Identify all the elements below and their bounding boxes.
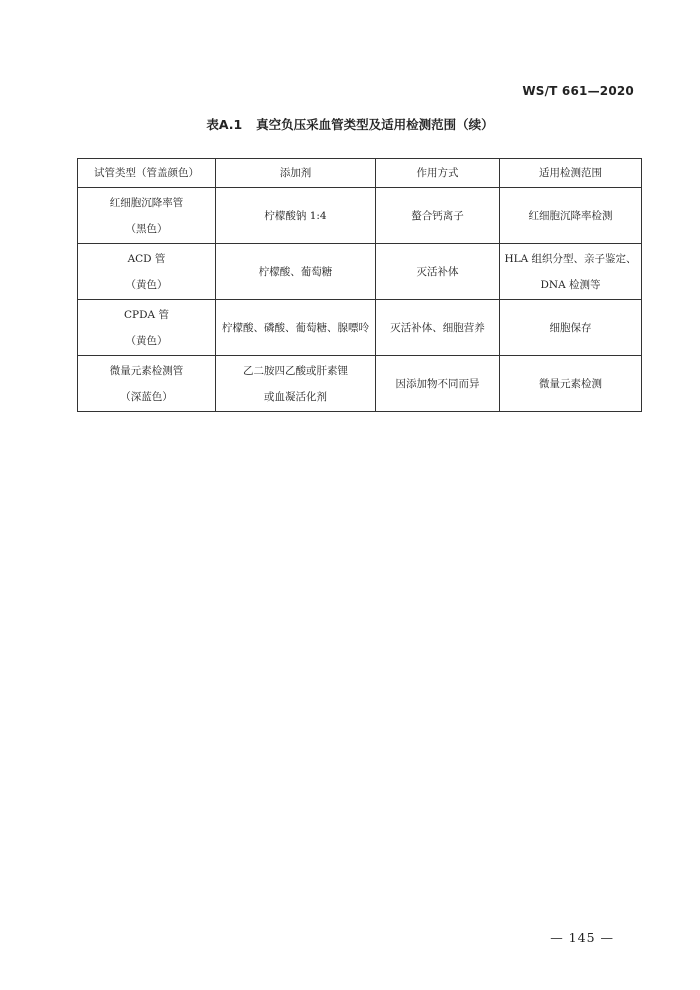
- table-row: [78, 188, 642, 244]
- page-number: — 145 —: [550, 930, 614, 945]
- cell-line: （黄色）: [125, 334, 168, 347]
- cell-tube-type: [78, 244, 216, 300]
- table-title-text: 真空负压采血管类型及适用检测范围（续）: [256, 117, 494, 132]
- cell-action: [376, 300, 500, 356]
- cell-line: 柠檬酸、葡萄糖: [258, 265, 333, 278]
- column-header-action: 作用方式: [376, 159, 500, 188]
- standard-code: WS/T 661—2020: [522, 84, 634, 98]
- cell-action: [376, 244, 500, 300]
- cell-scope: [500, 356, 642, 412]
- cell-line: 螯合钙离子: [411, 209, 464, 222]
- column-header-additive: 添加剂: [216, 159, 376, 188]
- cell-line: 红细胞沉降率管: [109, 196, 184, 209]
- table-row: [78, 356, 642, 412]
- cell-line: 红细胞沉降率检测: [528, 209, 613, 222]
- cell-line: DNA 检测等: [540, 278, 601, 291]
- cell-action: [376, 188, 500, 244]
- table-title-label: 表A.1: [206, 117, 243, 132]
- cell-tube-type: [78, 188, 216, 244]
- column-header-tube-type: 试管类型（管盖颜色）: [78, 159, 216, 188]
- table-row: [78, 300, 642, 356]
- cell-additive: [216, 244, 376, 300]
- tube-types-table: [77, 158, 642, 412]
- cell-line: 或血凝活化剂: [264, 390, 327, 403]
- cell-tube-type: [78, 300, 216, 356]
- cell-line: ACD 管: [127, 252, 166, 265]
- cell-line: （黄色）: [125, 278, 168, 291]
- cell-line: 细胞保存: [549, 321, 592, 334]
- cell-line: CPDA 管: [124, 308, 169, 321]
- cell-line: （深蓝色）: [120, 390, 173, 403]
- cell-additive: [216, 188, 376, 244]
- cell-additive: [216, 356, 376, 412]
- cell-line: 乙二胺四乙酸或肝素锂: [243, 364, 348, 377]
- cell-tube-type: [78, 356, 216, 412]
- cell-line: 灭活补体、细胞营养: [390, 321, 485, 334]
- table-row: [78, 244, 642, 300]
- table-header-row: [78, 159, 642, 188]
- cell-line: （黑色）: [125, 222, 168, 235]
- cell-additive: [216, 300, 376, 356]
- cell-line: 灭活补体: [416, 265, 459, 278]
- cell-line: 柠檬酸、磷酸、葡萄糖、腺嘌呤: [222, 321, 369, 334]
- cell-line: 微量元素检测: [539, 377, 602, 390]
- cell-line: 微量元素检测管: [109, 364, 184, 377]
- cell-line: 柠檬酸钠 1:4: [264, 209, 327, 222]
- column-header-scope: 适用检测范围: [500, 159, 642, 188]
- cell-scope: [500, 244, 642, 300]
- table-title: [0, 115, 700, 133]
- cell-scope: [500, 300, 642, 356]
- cell-scope: [500, 188, 642, 244]
- cell-action: [376, 356, 500, 412]
- cell-line: 因添加物不同而异: [395, 377, 480, 390]
- cell-line: HLA 组织分型、亲子鉴定、: [504, 252, 637, 265]
